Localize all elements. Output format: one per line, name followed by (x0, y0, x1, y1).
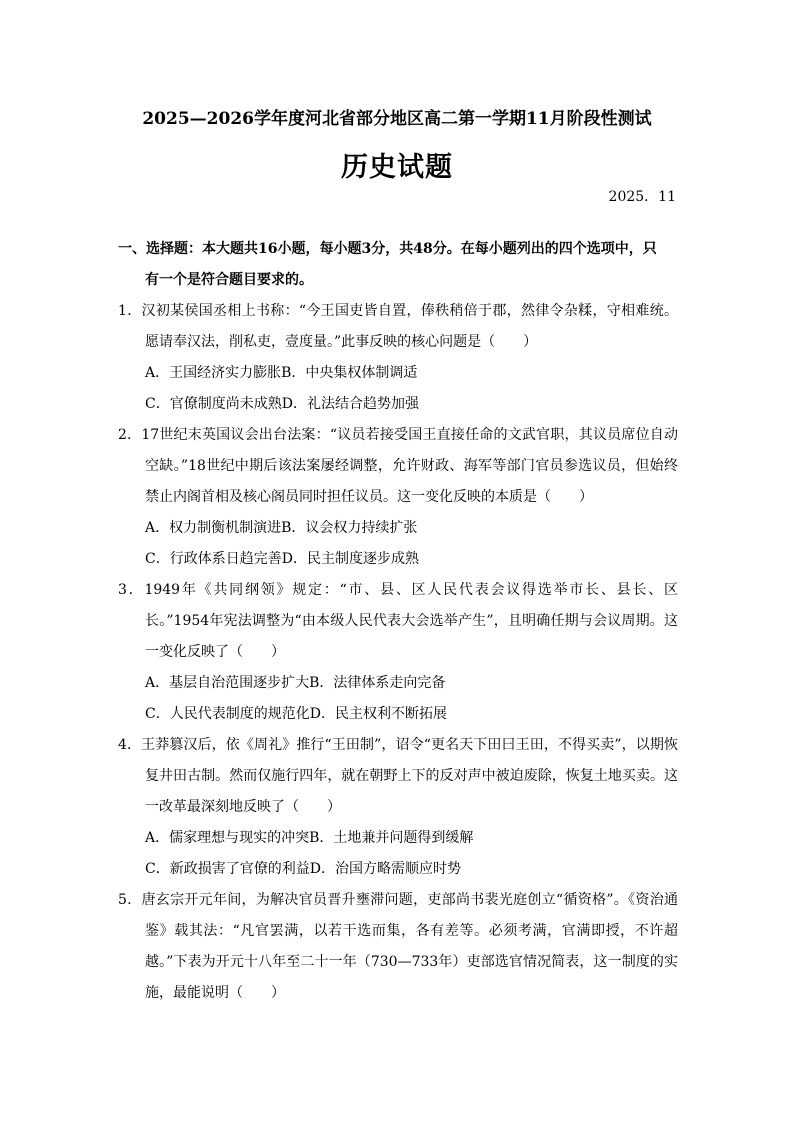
option-c: C．新政损害了官僚的利益 (145, 861, 310, 877)
options-row (118, 544, 678, 575)
question-2 (118, 420, 678, 575)
option-c: C．人民代表制度的规范化 (145, 706, 310, 722)
section-heading (118, 234, 678, 296)
option-c: C．官僚制度尚未成熟 (145, 396, 282, 412)
exam-title: 2025—2026学年度河北省部分地区高二第一学期11月阶段性测试 (142, 109, 652, 129)
option-b: B．议会权力持续扩张 (281, 520, 418, 536)
options-row (118, 854, 678, 885)
option-a: A．权力制衡机制演进 (145, 520, 282, 536)
option-a: A．王国经济实力膨胀 (145, 365, 282, 381)
options-row (118, 389, 678, 420)
question-stem: 4．王莽篡汉后，依《周礼》推行“王田制”，诏令“更名天下田曰王田，不得买卖”，以期恢复井田古制。然而仅施行四年，就在朝野上下的反对声中被迫废除，恢复土地买卖。这一改革最深刻地反映了（ ） (118, 737, 678, 815)
question-stem: 1．汉初某侯国丞相上书称：“今王国吏皆自置，俸秩稍倍于郡，然律令杂糅，守相难统。愿请奉汉法，削私吏，壹度量。”此事反映的核心问题是（ ） (118, 303, 678, 350)
options-row (118, 668, 678, 699)
option-c: C．行政体系日趋完善 (145, 551, 282, 567)
option-d: D．民主权利不断拓展 (309, 706, 447, 722)
section-heading-line1: 一、选择题：本大题共16小题，每小题3分，共48分。在每小题列出的四个选项中，只 (118, 241, 657, 257)
section-heading-line2: 有一个是符合题目要求的。 (145, 272, 313, 288)
subject-title: 历史试题 (341, 152, 453, 183)
options-row (118, 823, 678, 854)
options-row (118, 699, 678, 730)
question-stem: 3．1949年《共同纲领》规定：“市、县、区人民代表会议得选举市长、县长、区长。”1954年宪法调整为“由本级人民代表大会选举产生”，且明确任期与会议周期。这一变化反映了（ ） (118, 582, 678, 660)
option-b: B．中央集权体制调适 (281, 365, 418, 381)
option-a: A．基层自治范围逐步扩大 (145, 675, 310, 691)
question-3 (118, 575, 678, 730)
exam-date: 2025．11 (608, 189, 676, 205)
exam-content (118, 234, 678, 1009)
option-d: D．治国方略需顺应时势 (309, 861, 461, 877)
options-row (118, 513, 678, 544)
option-a: A．儒家理想与现实的冲突 (145, 830, 310, 846)
option-d: D．礼法结合趋势加强 (281, 396, 419, 412)
options-row (118, 358, 678, 389)
question-stem: 2．17世纪末英国议会出台法案：“议员若接受国王直接任命的文武官职，其议员席位自动空缺。”18世纪中期后该法案屡经调整，允许财政、海军等部门官员参选议员，但始终禁止内阁首相及核心阁员同时担任议员。这一变化反映的本质是（ ） (118, 427, 678, 505)
question-stem: 5．唐玄宗开元年间，为解决官员晋升壅滞问题，吏部尚书裴光庭创立“循资格”。《资治通鉴》载其法：“凡官罢满，以若干选而集，各有差等。必须考满，官满即授，不许超越。”下表为开元十八年至二十一年（730—733年）吏部选官情况简表，这一制度的实施，最能说明（ ） (118, 892, 678, 1001)
option-b: B．土地兼并问题得到缓解 (309, 830, 474, 846)
option-b: B．法律体系走向完备 (309, 675, 446, 691)
exam-header (0, 104, 794, 184)
question-5 (118, 885, 678, 1009)
question-4 (118, 730, 678, 885)
question-1 (118, 296, 678, 420)
option-d: D．民主制度逐步成熟 (281, 551, 419, 567)
